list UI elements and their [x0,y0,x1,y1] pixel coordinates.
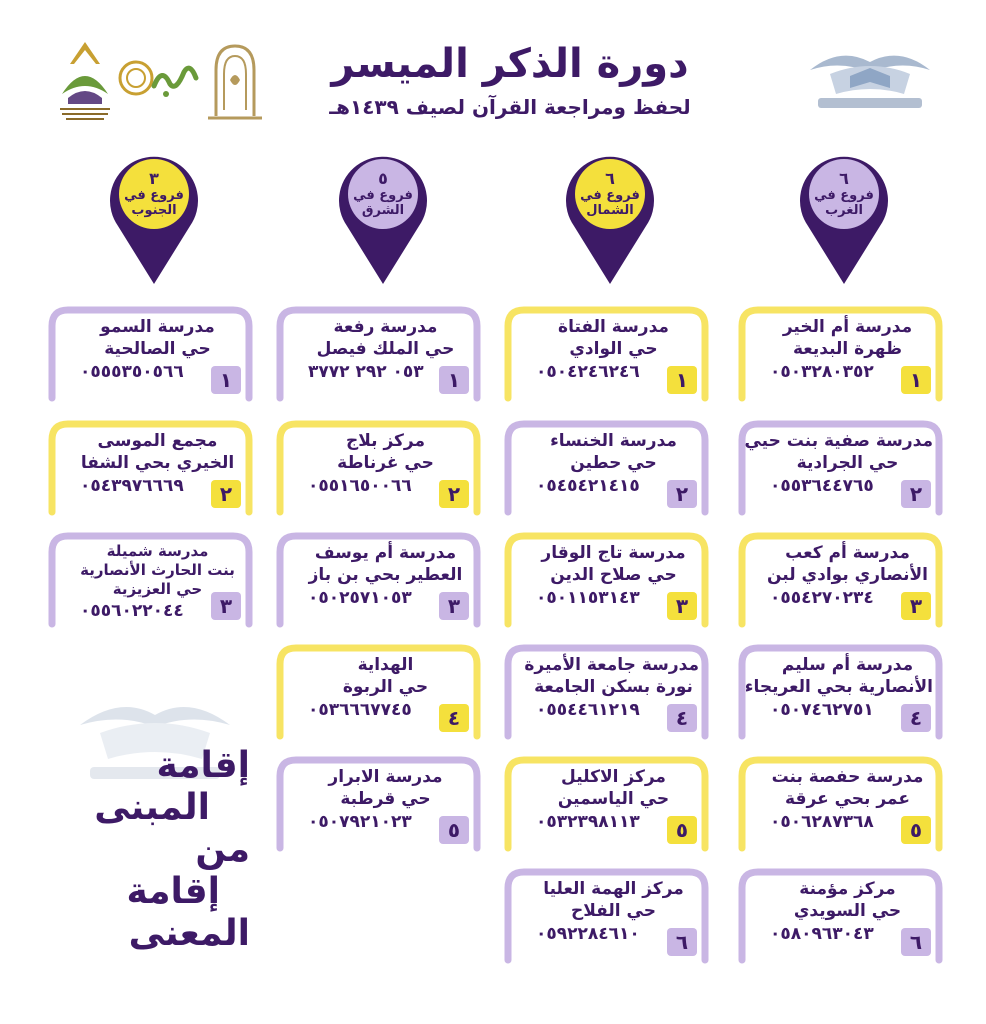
branch-phone: ٠٥٥٤٢٧٠٢٣٤ [770,588,874,608]
branch-card [504,756,709,852]
branch-number-badge: ٦ [667,928,697,956]
region-pin-north [562,150,658,286]
branch-card [48,420,253,516]
branch-card [276,644,481,740]
branch-name: مدرسة أم سليم [781,655,914,675]
charity-center-logo [52,38,118,124]
branch-address: الأنصاري بوادي لبن [766,565,928,585]
motto-line: من [195,829,250,870]
motto-line: المعنى [128,913,250,954]
branch-number-badge: ١ [667,366,697,394]
branch-card [738,644,943,740]
branch-card [504,306,709,402]
branch-name: مدرسة الفتاة [558,317,669,337]
branch-phone: ٠٥٥١٦٥٠٠٦٦ [308,476,412,496]
region-pin-west [796,150,892,286]
branch-card [504,868,709,964]
branch-card [738,532,943,628]
branch-address: حي الوادي [569,339,658,359]
branch-name: مدرسة أم يوسف [314,543,457,563]
branch-address: ظهرة البديعة [792,339,903,359]
motto-line: إقامة [126,871,220,912]
branch-name: مدرسة شميلة [106,542,209,560]
branch-number-badge: ٤ [667,704,697,732]
branch-name: مركز الاكليل [561,767,666,787]
region-count: ٦ [605,169,615,188]
branch-number-badge: ١ [211,366,241,394]
branch-card [276,420,481,516]
branch-card [738,756,943,852]
branch-card [48,532,253,628]
motto [60,745,250,955]
branch-phone: ٠٥٠٧٩٢١٠٢٣ [308,812,412,832]
branch-name: مدرسة السمو [100,317,215,337]
branch-name: مدرسة حفصة بنت [771,767,924,787]
branch-number-badge: ٥ [901,816,931,844]
branch-name: مدرسة أم كعب [785,543,910,563]
branch-number-badge: ٣ [439,592,469,620]
region-label: فروع في الغرب [814,188,874,218]
branch-card [738,868,943,964]
branch-address: حي العزيزية [112,580,203,598]
branch-phone: ٠٥٠٧٤٦٢٧٥١ [770,700,874,720]
calligraphy-logo [204,40,266,120]
region-count: ٦ [839,169,849,188]
branch-address: حي الربوة [342,677,429,697]
branch-address: الأنصارية بحي العريجاء [744,677,933,697]
branch-address: عمر بحي عرقة [785,789,910,809]
branch-name: مدرسة جامعة الأميرة [524,655,699,675]
branch-number-badge: ٢ [667,480,697,508]
page-title: دورة الذكر الميسر [331,41,689,87]
branch-address: حي صلاح الدين [550,565,677,585]
branch-address: بنت الحارث الأنصارية [80,561,235,579]
branch-address: حي الفلاح [571,901,656,921]
branch-card [504,420,709,516]
mukawwin-logo [118,48,200,108]
branch-phone: ٠٥٩٢٢٨٤٦١٠ [536,924,640,944]
branch-name: مدرسة الخنساء [550,431,677,451]
branch-address: الخيري بحي الشفا [80,453,235,473]
branch-address: حي الياسمين [557,789,670,809]
branch-number-badge: ١ [439,366,469,394]
branch-phone: ٠٥٠٣٢٨٠٣٥٢ [770,362,874,382]
branch-number-badge: ٢ [439,480,469,508]
branch-card [504,532,709,628]
branch-number-badge: ٣ [901,592,931,620]
branch-address: حي الملك فيصل [316,339,455,359]
branch-address: حي السويدي [793,901,902,921]
branch-number-badge: ٦ [901,928,931,956]
branch-address: حي حطين [570,453,657,473]
branch-address: حي قرطبة [340,789,431,809]
region-label: فروع في الجنوب [124,188,184,218]
branch-number-badge: ٢ [211,480,241,508]
branch-number-badge: ٥ [439,816,469,844]
branch-number-badge: ٢ [901,480,931,508]
page-subtitle: لحفظ ومراجعة القرآن لصيف ١٤٣٩هـ [329,95,691,119]
branch-phone: ٠٥٣٦٦٦٧٧٤٥ [308,700,412,720]
branch-name: مركز مؤمنة [799,879,896,899]
branch-card [276,756,481,852]
region-count: ٣ [149,169,159,188]
branch-name: مركز بلاج [345,431,426,451]
branch-number-badge: ٣ [667,592,697,620]
branch-address: حي غرناطة [337,453,434,473]
branch-name: مجمع الموسى [97,431,218,451]
branch-address: العطير بحي بن باز [308,565,463,585]
branch-card [276,532,481,628]
branch-phone: ٠٥٠٢٥٧١٠٥٣ [308,588,412,608]
branch-card [48,306,253,402]
dhikr-muyassar-logo [800,40,940,116]
branch-card [738,306,943,402]
branch-number-badge: ١ [901,366,931,394]
branch-address: حي الصالحية [104,339,211,359]
branch-phone: ٠٥٤٥٤٢١٤١٥ [536,476,640,496]
branch-number-badge: ٤ [901,704,931,732]
branch-phone: ٠٥٣٢٣٩٨١١٣ [536,812,640,832]
branch-phone: ٠٥٠٤٢٤٦٢٤٦ [536,362,640,382]
branch-card [504,644,709,740]
region-label: فروع في الشمال [580,188,640,218]
motto-line: إقامة [156,745,250,786]
branch-card [738,420,943,516]
branch-phone: ٠٥٥٦٠٢٢٠٤٤ [80,601,184,621]
branch-name: الهداية [357,655,414,675]
branch-phone: ٠٥٤٣٩٧٦٦٦٩ [80,476,184,496]
branch-name: مدرسة تاج الوقار [541,543,686,563]
region-pin-south [106,150,202,286]
branch-name: مدرسة رفعة [333,317,438,337]
header [300,40,720,120]
branch-phone: ٠٥٥٣٦٤٤٧٦٥ [770,476,874,496]
branch-phone: ٠٥٠١١٥٣١٤٣ [536,588,640,608]
branch-name: مركز الهمة العليا [543,879,684,899]
branch-number-badge: ٥ [667,816,697,844]
branch-name: مدرسة أم الخير [782,317,913,337]
branch-number-badge: ٤ [439,704,469,732]
branch-phone: ٠٥٨٠٩٦٣٠٤٣ [770,924,874,944]
branch-address: حي الجرادية [796,453,899,473]
branch-address: نورة بسكن الجامعة [534,677,693,697]
branch-number-badge: ٣ [211,592,241,620]
branch-card [276,306,481,402]
branch-name: مدرسة صفية بنت حيي [744,431,933,451]
region-pin-east [335,150,431,286]
region-label: فروع في الشرق [353,188,413,218]
branch-phone: ٠٥٠٦٢٨٧٣٦٨ [770,812,874,832]
branch-phone: ٠٥٣ ٢٩٢ ٣٧٧٢ [308,362,424,382]
branch-phone: ٠٥٥٤٤٦١٢١٩ [536,700,640,720]
motto-line: المبنى [94,787,210,828]
region-count: ٥ [378,169,388,188]
branch-name: مدرسة الابرار [328,767,443,787]
branch-phone: ٠٥٥٥٣٥٠٥٦٦ [80,362,184,382]
